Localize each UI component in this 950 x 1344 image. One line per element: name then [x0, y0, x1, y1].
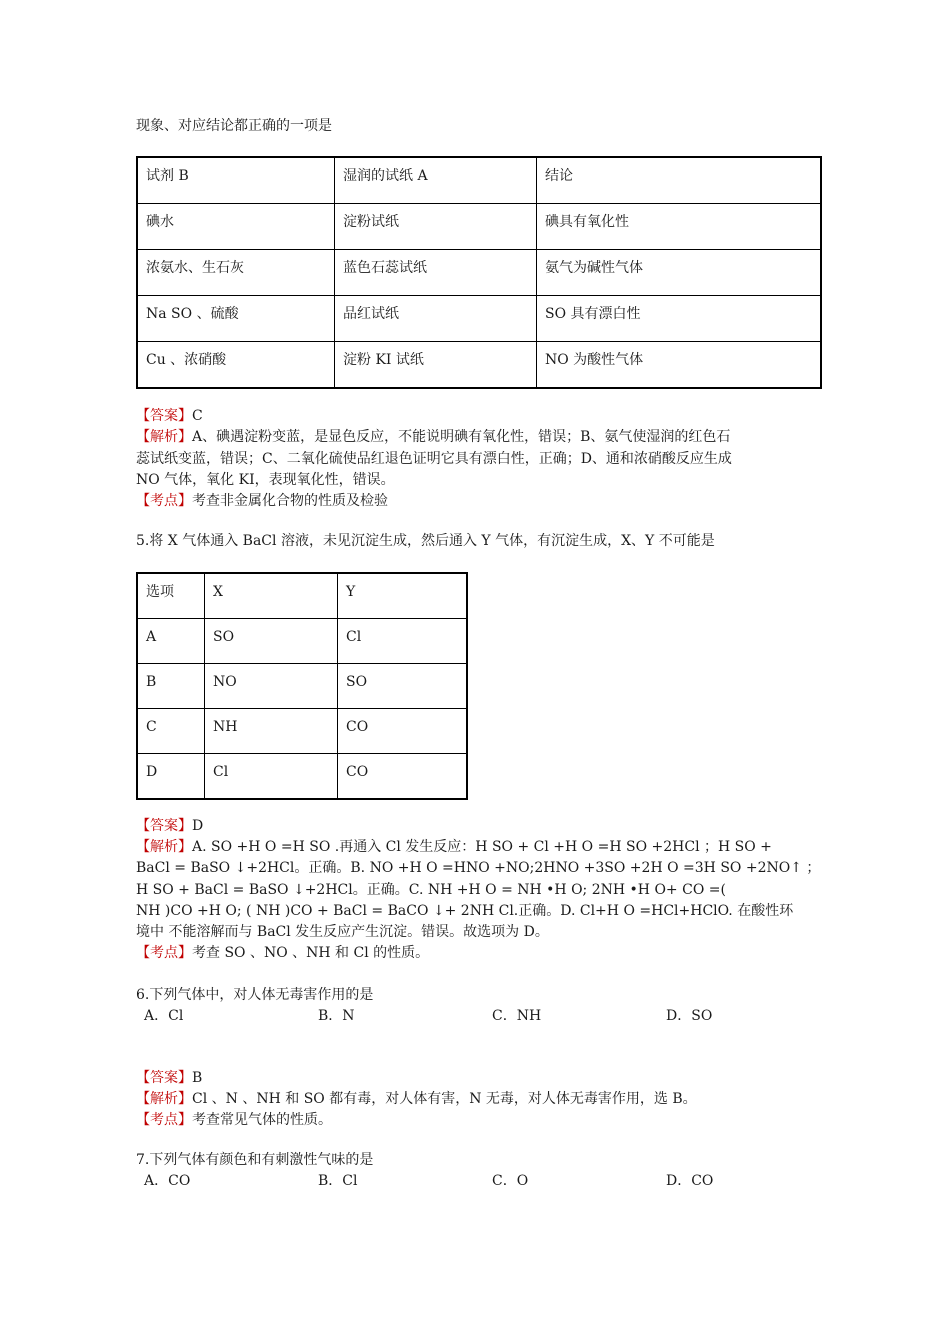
- table-cell: CO: [338, 709, 468, 754]
- table-cell: 氨气为碱性气体: [537, 250, 822, 296]
- q4-analysis-2: 蕊试纸变蓝，错误；C、二氧化硫使品红退色证明它具有漂白性，正确；D、通和浓硝酸反应生成: [136, 451, 732, 467]
- table-row: [137, 664, 467, 709]
- table-cell: Na SO 、硫酸: [137, 296, 335, 342]
- table-cell: 淀粉试纸: [335, 204, 537, 250]
- option-d: D．CO: [666, 1173, 714, 1189]
- q5-answer: [136, 816, 203, 836]
- table-cell: NH: [205, 709, 338, 754]
- table-header-row: [137, 157, 821, 204]
- option-a: A．CO: [144, 1173, 191, 1189]
- q6-options: [144, 1006, 840, 1026]
- table-row: [137, 296, 821, 342]
- option-c: C．NH: [492, 1008, 542, 1024]
- table-row: [137, 250, 821, 296]
- table-cell: NO: [205, 664, 338, 709]
- table-cell: SO: [205, 619, 338, 664]
- q6-answer: [136, 1068, 202, 1088]
- analysis-text: A、碘遇淀粉变蓝，是显色反应，不能说明碘有氧化性，错误；B、氨气使湿润的红色石: [192, 429, 731, 445]
- option-a: A．Cl: [144, 1008, 184, 1024]
- q5-stem: 5.将 X 气体通入 BaCl 溶液，未见沉淀生成，然后通入 Y 气体，有沉淀生成，X、Y 不可能是: [136, 533, 715, 549]
- question-intro: 现象、对应结论都正确的一项是: [136, 118, 332, 134]
- table-row: [137, 342, 821, 389]
- table-cell: SO: [338, 664, 468, 709]
- table-header-cell: Y: [338, 573, 468, 619]
- q4-answer: [136, 406, 203, 426]
- table-cell: Cl: [205, 754, 338, 800]
- analysis-label: 【解析】: [136, 1091, 192, 1107]
- answer-label: 【答案】: [136, 1070, 192, 1086]
- table-cell: D: [137, 754, 205, 800]
- answer-value: B: [192, 1070, 203, 1086]
- q6-analysis: [136, 1089, 697, 1109]
- q5-analysis-3: H SO + BaCl = BaSO ↓+2HCl。正确。C. NH +H O = NH •H O; 2NH •H O+ CO =(: [136, 882, 726, 898]
- table-cell: 碘水: [137, 204, 335, 250]
- q5-point: [136, 943, 429, 963]
- option-b: B．Cl: [318, 1173, 358, 1189]
- answer-label: 【答案】: [136, 408, 192, 424]
- table-cell: SO 具有漂白性: [537, 296, 822, 342]
- table-cell: 蓝色石蕊试纸: [335, 250, 537, 296]
- table-header-cell: 选项: [137, 573, 205, 619]
- point-text: 考查非金属化合物的性质及检验: [192, 493, 388, 509]
- point-label: 【考点】: [136, 1112, 192, 1128]
- table-header-cell: 湿润的试纸 A: [335, 157, 537, 204]
- analysis-text: A. SO +H O =H SO .再通入 Cl 发生反应：H SO + Cl +H O =H SO +2HCl ；H SO +: [192, 839, 772, 855]
- table-header-cell: X: [205, 573, 338, 619]
- point-text: 考查常见气体的性质。: [192, 1112, 332, 1128]
- options-table: [136, 572, 468, 800]
- table-row: [137, 754, 467, 800]
- table-cell: A: [137, 619, 205, 664]
- answer-value: D: [192, 818, 204, 834]
- table-cell: 浓氨水、生石灰: [137, 250, 335, 296]
- point-label: 【考点】: [136, 493, 192, 509]
- q6-stem: 6.下列气体中，对人体无毒害作用的是: [136, 987, 374, 1003]
- q4-point: [136, 491, 388, 511]
- table-cell: 品红试纸: [335, 296, 537, 342]
- table-header-row: [137, 573, 467, 619]
- table-cell: C: [137, 709, 205, 754]
- analysis-label: 【解析】: [136, 429, 192, 445]
- table-row: [137, 619, 467, 664]
- table-row: [137, 204, 821, 250]
- option-b: B．N: [318, 1008, 355, 1024]
- table-cell: Cl: [338, 619, 468, 664]
- table-header-cell: 试剂 B: [137, 157, 335, 204]
- table-cell: NO 为酸性气体: [537, 342, 822, 389]
- analysis-text: Cl 、N 、NH 和 SO 都有毒，对人体有害，N 无毒，对人体无毒害作用，选 B。: [192, 1091, 697, 1107]
- q4-analysis-1: [136, 427, 730, 447]
- point-text: 考查 SO 、NO 、NH 和 Cl 的性质。: [192, 945, 430, 961]
- table-cell: CO: [338, 754, 468, 800]
- point-label: 【考点】: [136, 945, 192, 961]
- reagent-table: [136, 156, 822, 389]
- option-c: C．O: [492, 1173, 529, 1189]
- q7-stem: 7.下列气体有颜色和有刺激性气味的是: [136, 1152, 374, 1168]
- q6-point: [136, 1110, 332, 1130]
- table-cell: B: [137, 664, 205, 709]
- answer-value: C: [192, 408, 203, 424]
- table-cell: 碘具有氧化性: [537, 204, 822, 250]
- q5-analysis-1: [136, 837, 772, 857]
- analysis-label: 【解析】: [136, 839, 192, 855]
- q7-options: [144, 1171, 840, 1191]
- table-header-cell: 结论: [537, 157, 822, 204]
- answer-label: 【答案】: [136, 818, 192, 834]
- q5-analysis-4: NH )CO +H O; ( NH )CO + BaCl = BaCO ↓+ 2NH Cl.正确。D. Cl+H O =HCl+HClO. 在酸性环: [136, 903, 794, 919]
- q4-analysis-3: NO 气体，氧化 KI，表现氧化性，错误。: [136, 472, 395, 488]
- table-row: [137, 709, 467, 754]
- table-cell: 淀粉 KI 试纸: [335, 342, 537, 389]
- option-d: D．SO: [666, 1008, 713, 1024]
- q5-analysis-2: BaCl = BaSO ↓+2HCl。正确。B. NO +H O =HNO +NO;2HNO +3SO +2H O =3H SO +2NO↑ ；: [136, 860, 821, 876]
- table-cell: Cu 、浓硝酸: [137, 342, 335, 389]
- q5-analysis-5: 境中 不能溶解而与 BaCl 发生反应产生沉淀。错误。故选项为 D。: [136, 924, 549, 940]
